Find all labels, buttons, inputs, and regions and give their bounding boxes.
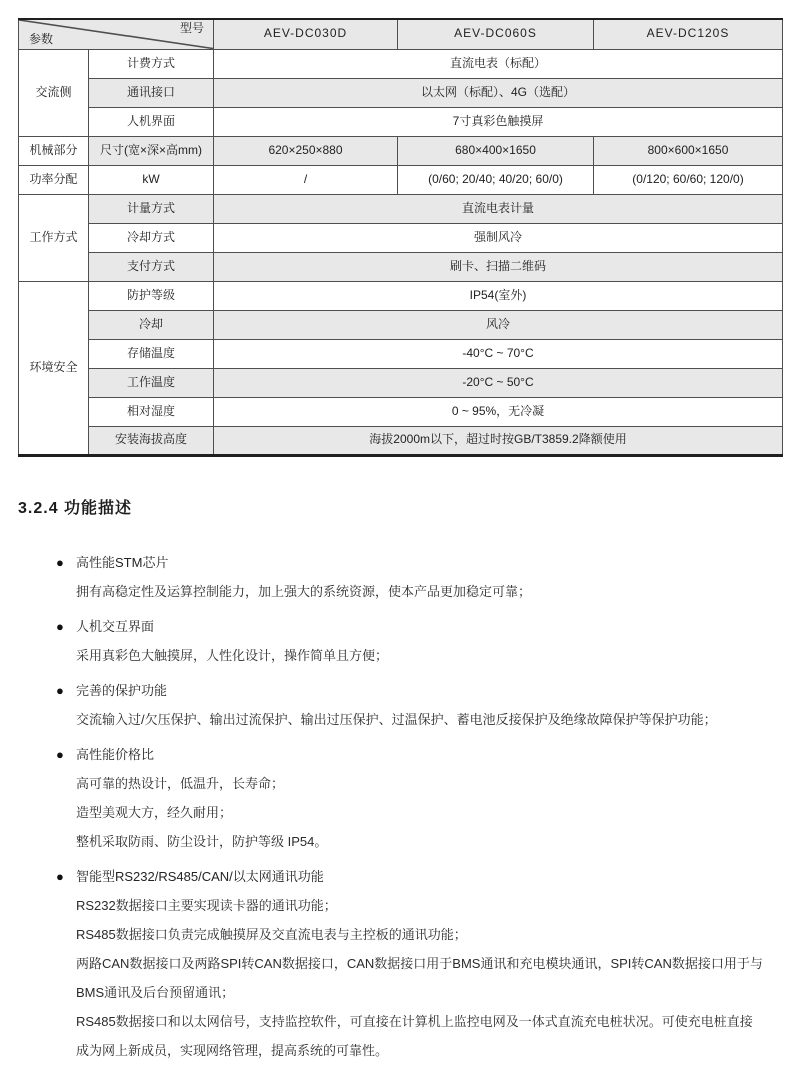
model-header: AEV-DC030D (214, 19, 398, 49)
value-cell: 620×250×880 (214, 136, 398, 165)
value-cell: -40°C ~ 70°C (214, 339, 783, 368)
table-row (19, 165, 783, 194)
bullet-line: 高可靠的热设计，低温升，长寿命； (76, 775, 285, 791)
bullet-icon: ● (56, 554, 64, 570)
value-cell: 强制风冷 (214, 223, 783, 252)
bullet-icon: ● (56, 682, 64, 698)
param-label-cell: 存储温度 (89, 339, 214, 368)
bullet-item (58, 862, 764, 1065)
table-row (19, 397, 783, 426)
bullet-line: 拥有高稳定性及运算控制能力，加上强大的系统资源，使本产品更加稳定可靠； (76, 583, 532, 599)
bullet-line: RS485数据接口负责完成触摸屏及交直流电表与主控板的通讯功能； (76, 926, 467, 942)
corner-cell (19, 19, 214, 49)
bullet-item (58, 740, 764, 856)
model-header: AEV-DC060S (398, 19, 594, 49)
value-cell: 直流电表计量 (214, 194, 783, 223)
group-cell-mechanical: 机械部分 (19, 136, 89, 165)
table-row (19, 49, 783, 78)
value-cell: (0/120; 60/60; 120/0) (594, 165, 783, 194)
bullet-line: 采用真彩色大触摸屏，人性化设计，操作简单且方便； (76, 647, 389, 663)
value-cell: 0 ~ 95%，无冷凝 (214, 397, 783, 426)
table-row (19, 426, 783, 455)
param-label-cell: 人机界面 (89, 107, 214, 136)
bullet-title: 高性能价格比 (76, 746, 155, 762)
value-cell: 刷卡、扫描二维码 (214, 252, 783, 281)
param-label-cell: kW (89, 165, 214, 194)
param-label-cell: 工作温度 (89, 368, 214, 397)
param-label-cell: 支付方式 (89, 252, 214, 281)
table-row (19, 310, 783, 339)
table-row (19, 252, 783, 281)
param-label-cell: 通讯接口 (89, 78, 214, 107)
value-cell: 7寸真彩色触摸屏 (214, 107, 783, 136)
table-row (19, 78, 783, 107)
value-cell: 680×400×1650 (398, 136, 594, 165)
group-cell-ac-side: 交流侧 (19, 49, 89, 136)
group-cell-work-mode: 工作方式 (19, 194, 89, 281)
section-heading: 3.2.4 功能描述 (18, 499, 133, 517)
table-header-row (19, 19, 783, 49)
value-cell: 海拔2000m以下，超过时按GB/T3859.2降额使用 (214, 426, 783, 455)
value-cell: 风冷 (214, 310, 783, 339)
value-cell: (0/60; 20/40; 40/20; 60/0) (398, 165, 594, 194)
bullet-line: RS485数据接口和以太网信号，支持监控软件，可直接在计算机上监控电网及一体式直流充电桩状况。可使充电桩直接成为网上新成员，实现网络管理，提高系统的可靠性。 (76, 1013, 753, 1058)
table-row (19, 339, 783, 368)
bullet-list (58, 548, 764, 1065)
param-label-cell: 防护等级 (89, 281, 214, 310)
table-row (19, 223, 783, 252)
bullet-line: 整机采取防雨、防尘设计，防护等级 IP54。 (76, 833, 328, 849)
bullet-item (58, 676, 764, 734)
value-cell: 800×600×1650 (594, 136, 783, 165)
corner-param-label: 参数 (29, 31, 54, 46)
bullet-item (58, 548, 764, 606)
table-row (19, 194, 783, 223)
corner-model-label: 型号 (179, 21, 204, 35)
param-label-cell: 计费方式 (89, 49, 214, 78)
value-cell: 以太网（标配）、4G（选配） (214, 78, 783, 107)
group-cell-environment-safety: 环境安全 (19, 281, 89, 455)
table-row (19, 368, 783, 397)
bullet-title: 智能型RS232/RS485/CAN/以太网通讯功能 (76, 868, 324, 884)
bullet-icon: ● (56, 618, 64, 634)
bullet-title: 高性能STM芯片 (76, 554, 169, 570)
bullet-line: 造型美观大方，经久耐用； (76, 804, 233, 820)
param-label-cell: 计量方式 (89, 194, 214, 223)
bullet-line: RS232数据接口主要实现读卡器的通讯功能； (76, 897, 337, 913)
bullet-line: 交流输入过/欠压保护、输出过流保护、输出过压保护、过温保护、蓄电池反接保护及绝缘故障保护等保护功能； (76, 711, 717, 727)
value-cell: -20°C ~ 50°C (214, 368, 783, 397)
bullet-icon: ● (56, 746, 64, 762)
group-cell-power-allocation: 功率分配 (19, 165, 89, 194)
value-cell: IP54(室外) (214, 281, 783, 310)
table-row (19, 136, 783, 165)
bullet-line: 两路CAN数据接口及两路SPI转CAN数据接口，CAN数据接口用于BMS通讯和充电模块通讯，SPI转CAN数据接口用于与BMS通讯及后台预留通讯； (76, 955, 763, 1000)
bullet-item (58, 612, 764, 670)
value-cell: / (214, 165, 398, 194)
table-row (19, 107, 783, 136)
table-row (19, 281, 783, 310)
param-label-cell: 安装海拔高度 (89, 426, 214, 455)
param-label-cell: 冷却 (89, 310, 214, 339)
spec-table (18, 18, 783, 457)
model-header: AEV-DC120S (594, 19, 783, 49)
bullet-icon: ● (56, 868, 64, 884)
param-label-cell: 尺寸(宽×深×高mm) (89, 136, 214, 165)
bullet-title: 完善的保护功能 (76, 682, 168, 698)
bullet-title: 人机交互界面 (76, 618, 155, 634)
param-label-cell: 冷却方式 (89, 223, 214, 252)
param-label-cell: 相对湿度 (89, 397, 214, 426)
value-cell: 直流电表（标配） (214, 49, 783, 78)
